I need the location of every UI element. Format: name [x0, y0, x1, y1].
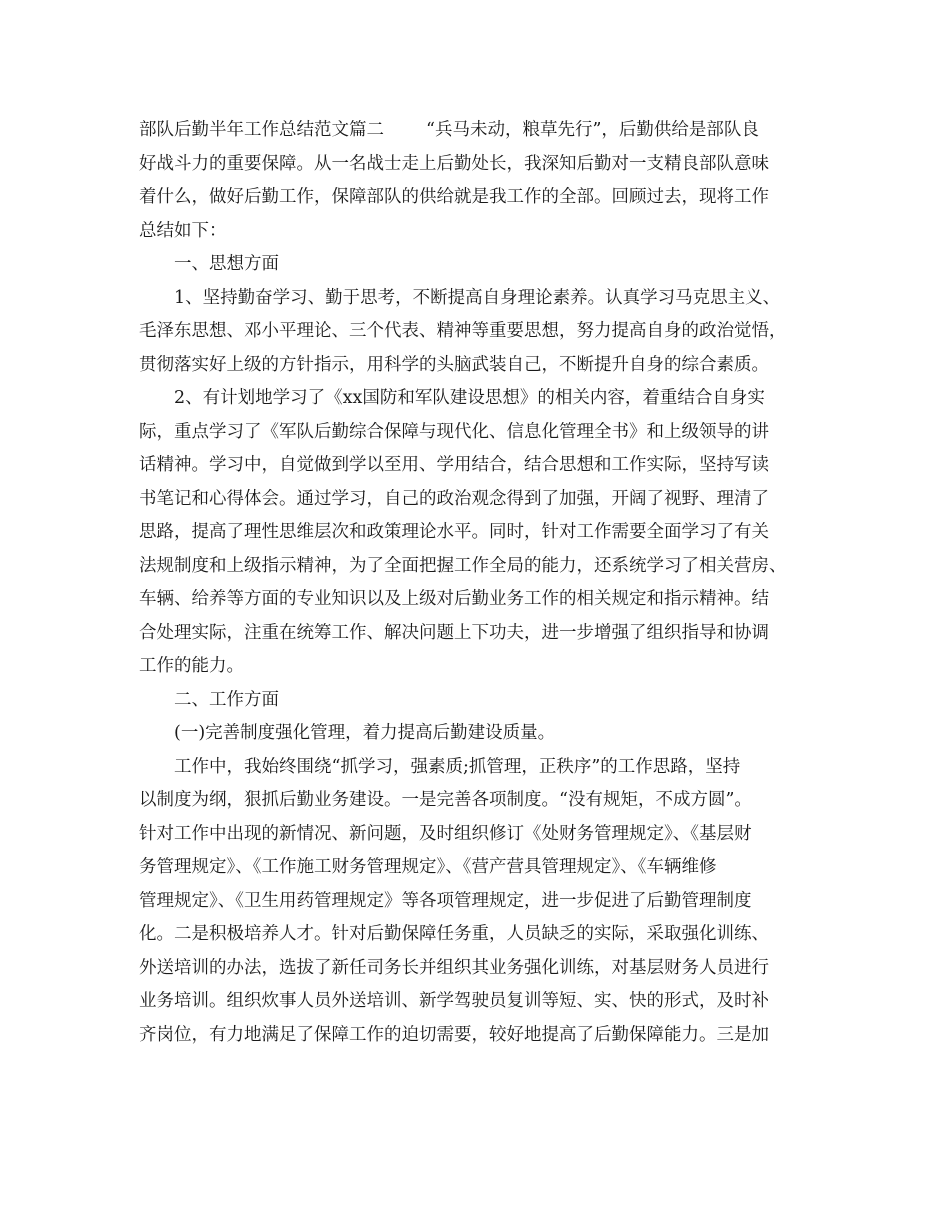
- paragraph-line: 工作中，我始终围绕“抓学习，强素质;抓管理，正秩序”的工作思路，坚持: [174, 756, 741, 777]
- subsection-heading: (一)完善制度强化管理，着力提高后勤建设质量。: [174, 723, 556, 743]
- first-line: [139, 114, 815, 148]
- paragraph-line: 贯彻落实好上级的方针指示，用科学的头脑武装自己，不断提升自身的综合素质。: [139, 354, 769, 375]
- paragraph-line: 业务培训。组织炊事人员外送培训、新学驾驶员复训等短、实、快的形式，及时补: [139, 991, 769, 1011]
- paragraph-line: 毛泽东思想、邓小平理论、三个代表、精神等重要思想，努力提高自身的政治觉悟，: [139, 321, 787, 341]
- paragraph-line: 好战斗力的重要保障。从一名战士走上后勤处长，我深知后勤对一支精良部队意味: [139, 153, 769, 174]
- paragraph-line: 化。二是积极培养人才。针对后勤保障任务重，人员缺乏的实际，采取强化训练、: [139, 924, 769, 944]
- section-heading: 二、工作方面: [174, 689, 279, 710]
- paragraph-line: 务管理规定》、《工作施工财务管理规定》、《营产营具管理规定》、《车辆维修: [139, 857, 717, 877]
- document-title: 部队后勤半年工作总结范文篇二: [139, 120, 384, 140]
- paragraph-line: 以制度为纲，狠抓后勤业务建设。一是完善各项制度。“没有规矩，不成方圆”。: [139, 790, 752, 810]
- paragraph-line: 话精神。学习中，自觉做到学以至用、学用结合，结合思想和工作实际，坚持写读: [139, 455, 769, 475]
- paragraph-line: 外送培训的办法，选拔了新任司务长并组织其业务强化训练，对基层财务人员进行: [139, 957, 769, 978]
- paragraph-line: 着什么，做好后勤工作，保障部队的供给就是我工作的全部。回顾过去，现将工作: [139, 187, 769, 207]
- paragraph-line: 际，重点学习了《军队后勤综合保障与现代化、信息化管理全书》和上级领导的讲: [139, 421, 769, 442]
- paragraph-line: “兵马未动，粮草先行”，后勤供给是部队良: [426, 120, 759, 140]
- paragraph-line: 齐岗位，有力地满足了保障工作的迫切需要，较好地提高了后勤保障能力。三是加: [139, 1024, 769, 1045]
- paragraph-line: 合处理实际，注重在统筹工作、解决问题上下功夫，进一步增强了组织指导和协调: [139, 622, 769, 643]
- paragraph-line: 2、有计划地学习了《xx国防和军队建设思想》的相关内容，着重结合自身实: [174, 388, 765, 408]
- section-heading: 一、思想方面: [174, 254, 279, 274]
- paragraph-line: 车辆、给养等方面的专业知识以及上级对后勤业务工作的相关规定和指示精神。结: [139, 589, 769, 609]
- paragraph-line: 法规制度和上级指示精神，为了全面把握工作全局的能力，还系统学习了相关营房、: [139, 555, 787, 576]
- paragraph-line: 书笔记和心得体会。通过学习，自己的政治观念得到了加强，开阔了视野、理清了: [139, 488, 769, 509]
- paragraph-line: 1、坚持勤奋学习、勤于思考，不断提高自身理论素养。认真学习马克思主义、: [174, 287, 781, 308]
- paragraph-line: 总结如下：: [139, 220, 227, 241]
- paragraph-line: 管理规定》、《卫生用药管理规定》等各项管理规定，进一步促进了后勤管理制度: [139, 890, 752, 911]
- paragraph-line: 思路，提高了理性思维层次和政策理论水平。同时，针对工作需要全面学习了有关: [139, 522, 769, 542]
- paragraph-line: 工作的能力。: [139, 656, 244, 676]
- paragraph-line: 针对工作中出现的新情况、新问题，及时组织修订《处财务管理规定》、《基层财: [139, 823, 752, 844]
- document-body: [139, 114, 815, 1052]
